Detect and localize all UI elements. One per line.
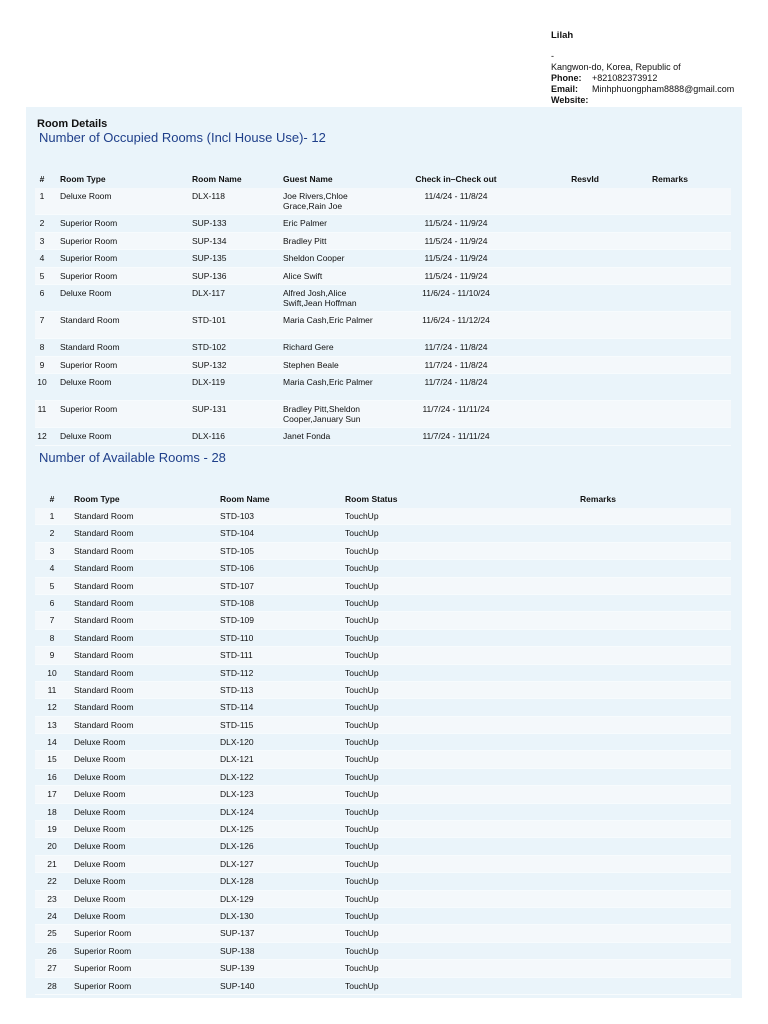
table-row [35,268,731,286]
table-row [35,786,731,803]
cell-room-name: DLX-122 [220,771,254,782]
cell-room-name: DLX-130 [220,910,254,921]
column-header-number: # [49,494,55,504]
occupied-rooms-table [35,174,731,446]
cell-room-status: TouchUp [345,789,379,800]
cell-number: 17 [47,789,57,800]
cell-room-name: STD-114 [220,702,254,713]
cell-number: 7 [49,615,55,626]
cell-room-type: Deluxe Room [74,789,126,800]
cell-room-type: Standard Room [74,650,134,661]
cell-number: 12 [47,702,57,713]
cell-room-name: STD-112 [220,667,254,678]
cell-room-name: DLX-128 [220,876,254,887]
cell-room-status: TouchUp [345,632,379,643]
cell-room-status: TouchUp [345,684,379,695]
table-row [35,891,731,908]
cell-room-status: TouchUp [345,876,379,887]
cell-room-type: Standard Room [74,597,134,608]
cell-room-name: STD-111 [220,650,253,661]
cell-room-type: Standard Room [60,315,120,325]
cell-room-status: TouchUp [345,545,379,556]
cell-room-type: Deluxe Room [74,893,126,904]
cell-room-name: DLX-116 [192,431,225,441]
cell-room-type: Superior Room [60,253,118,263]
table-row [35,357,731,375]
cell-room-type: Deluxe Room [74,806,126,817]
cell-guest-name: Joe Rivers,Chloe Grace,Rain Joe [283,191,348,211]
cell-check-in-out: 11/7/24 - 11/11/24 [422,404,490,414]
cell-number: 5 [39,270,45,281]
cell-guest-name: Richard Gere [283,342,334,352]
cell-number: 18 [47,806,57,817]
room-details-panel [26,107,742,998]
cell-guest-name: Stephen Beale [283,359,339,370]
cell-room-type: Superior Room [60,359,118,370]
table-row [35,856,731,873]
cell-check-in-out: 11/6/24 - 11/12/24 [422,315,490,325]
cell-room-status: TouchUp [345,841,379,852]
cell-room-status: TouchUp [345,702,379,713]
cell-number: 13 [47,719,57,730]
cell-room-name: DLX-120 [220,737,254,748]
cell-room-name: STD-106 [220,563,255,574]
cell-room-type: Standard Room [74,719,134,730]
occupied-header [35,174,731,188]
cell-number: 16 [47,771,57,782]
cell-room-name: DLX-123 [220,789,254,800]
column-header-resv-id: ResvId [571,174,599,184]
cell-room-type: Standard Room [74,667,134,678]
cell-number: 4 [39,253,45,263]
cell-room-name: DLX-126 [220,841,254,852]
table-row [35,630,731,647]
table-row [35,543,731,560]
cell-room-status: TouchUp [345,597,379,608]
email-value: Minhphuongpham8888@gmail.com [592,84,735,94]
cell-room-type: Deluxe Room [74,876,126,887]
cell-room-status: TouchUp [345,945,379,956]
cell-room-status: TouchUp [345,806,379,817]
available-rooms-heading: Number of Available Rooms - 28 [39,450,226,465]
column-header-guest-name: Guest Name [283,174,333,184]
table-row [35,873,731,890]
cell-room-status: TouchUp [345,615,379,626]
cell-room-status: TouchUp [345,563,379,574]
cell-number: 3 [49,545,55,556]
table-row [35,769,731,786]
cell-number: 20 [47,841,57,852]
table-row [35,821,731,838]
table-row [35,401,731,428]
available-rooms-table [35,494,731,995]
table-row [35,804,731,821]
cell-room-name: STD-115 [220,719,254,730]
table-row [35,751,731,768]
table-row [35,188,731,215]
cell-number: 7 [39,315,45,325]
cell-check-in-out: 11/7/24 - 11/11/24 [422,431,490,441]
cell-check-in-out: 11/5/24 - 11/9/24 [424,235,488,246]
table-row [35,943,731,960]
cell-room-type: Deluxe Room [74,771,126,782]
column-header-room-type: Room Type [60,174,106,184]
cell-room-type: Standard Room [74,702,134,713]
hotel-email-line [551,84,761,95]
cell-room-status: TouchUp [345,963,379,974]
table-row [35,285,731,312]
cell-room-name: SUP-131 [192,404,227,414]
cell-room-status: TouchUp [345,667,379,678]
table-row [35,428,731,446]
available-header [35,494,731,508]
cell-room-type: Deluxe Room [74,754,126,765]
cell-room-type: Superior Room [74,980,132,991]
cell-room-name: SUP-135 [192,253,227,263]
cell-guest-name: Bradley Pitt,Sheldon Cooper,January Sun [283,404,361,424]
cell-number: 4 [49,563,55,574]
occupied-rooms-heading: Number of Occupied Rooms (Incl House Use)- 12 [39,130,326,145]
cell-room-name: DLX-121 [220,754,254,765]
cell-room-name: STD-103 [220,511,255,521]
cell-number: 12 [37,431,47,441]
hotel-dash: - [551,51,554,61]
cell-room-name: STD-108 [220,597,255,608]
column-header-remarks: Remarks [652,174,688,184]
cell-room-status: TouchUp [345,928,379,939]
cell-check-in-out: 11/5/24 - 11/9/24 [424,218,488,228]
cell-number: 26 [47,945,57,956]
cell-room-status: TouchUp [345,980,379,991]
column-header-room-name: Room Name [192,174,242,184]
hotel-name: Lilah [551,30,574,41]
cell-room-type: Standard Room [60,342,120,352]
cell-number: 9 [49,650,55,661]
table-row [35,908,731,925]
cell-number: 23 [47,893,57,904]
cell-number: 6 [49,597,55,608]
cell-number: 3 [39,235,45,246]
cell-guest-name: Bradley Pitt [283,235,327,246]
cell-number: 8 [39,342,45,352]
cell-room-type: Standard Room [74,511,134,521]
cell-room-status: TouchUp [345,858,379,869]
cell-room-type: Deluxe Room [60,377,112,387]
cell-number: 1 [39,191,45,201]
cell-room-type: Deluxe Room [60,191,112,201]
table-row [35,978,731,995]
cell-number: 28 [47,980,57,991]
cell-room-name: STD-104 [220,528,255,539]
hotel-address: Kangwon-do, Korea, Republic of [551,62,681,72]
cell-room-name: DLX-129 [220,893,254,904]
cell-number: 2 [49,528,55,539]
cell-room-type: Standard Room [74,632,134,643]
cell-room-status: TouchUp [345,771,379,782]
cell-room-type: Deluxe Room [74,841,126,852]
cell-room-type: Deluxe Room [74,824,126,835]
cell-number: 21 [47,858,57,869]
cell-check-in-out: 11/7/24 - 11/8/24 [424,359,488,370]
cell-room-name: SUP-136 [192,270,227,281]
cell-number: 19 [47,824,57,835]
cell-room-type: Standard Room [74,545,134,556]
cell-room-name: STD-110 [220,632,254,643]
cell-guest-name: Alice Swift [283,270,323,281]
cell-check-in-out: 11/7/24 - 11/8/24 [424,342,488,352]
cell-number: 11 [47,684,57,695]
cell-room-type: Superior Room [60,218,118,228]
cell-room-status: TouchUp [345,893,379,904]
cell-room-type: Superior Room [74,963,132,974]
cell-number: 11 [37,404,47,414]
cell-room-status: TouchUp [345,754,379,765]
table-row [35,508,731,525]
cell-number: 9 [39,359,45,370]
cell-room-status: TouchUp [345,650,379,661]
cell-room-status: TouchUp [345,511,379,521]
hotel-website-line [551,95,761,106]
hotel-phone-line [551,73,761,84]
cell-room-name: DLX-119 [192,377,225,387]
cell-room-type: Standard Room [74,580,134,591]
table-row [35,647,731,664]
cell-room-type: Standard Room [74,684,134,695]
cell-room-name: STD-107 [220,580,255,591]
cell-guest-name: Sheldon Cooper [283,253,345,263]
table-row [35,312,731,339]
cell-room-name: DLX-125 [220,824,254,835]
cell-room-name: STD-102 [192,342,227,352]
cell-room-type: Superior Room [74,928,132,939]
cell-room-name: DLX-124 [220,806,254,817]
table-row [35,339,731,357]
cell-room-type: Superior Room [60,404,118,414]
table-row [35,578,731,595]
cell-room-name: SUP-133 [192,218,227,228]
table-row [35,960,731,977]
cell-number: 1 [49,511,55,521]
cell-room-status: TouchUp [345,737,379,748]
phone-label: Phone: [551,73,582,83]
cell-guest-name: Maria Cash,Eric Palmer [283,377,373,387]
column-header-check-in-out: Check in–Check out [415,174,497,184]
table-row [35,233,731,251]
column-header-number: # [39,174,45,184]
cell-room-name: STD-113 [220,684,254,695]
cell-room-type: Superior Room [74,945,132,956]
cell-room-type: Superior Room [60,235,118,246]
cell-guest-name: Maria Cash,Eric Palmer [283,315,373,325]
cell-room-name: SUP-140 [220,980,255,991]
cell-room-type: Deluxe Room [60,288,112,298]
table-row [35,215,731,233]
table-row [35,734,731,751]
cell-room-type: Deluxe Room [60,431,112,441]
cell-room-type: Deluxe Room [74,910,126,921]
cell-number: 24 [47,910,57,921]
cell-room-type: Deluxe Room [74,858,126,869]
cell-number: 5 [49,580,55,591]
cell-room-status: TouchUp [345,528,379,539]
table-row [35,925,731,942]
cell-room-status: TouchUp [345,824,379,835]
cell-room-name: SUP-139 [220,963,255,974]
cell-room-type: Deluxe Room [74,737,126,748]
cell-number: 27 [47,963,57,974]
cell-room-status: TouchUp [345,580,379,591]
cell-number: 8 [49,632,55,643]
cell-room-name: SUP-137 [220,928,255,939]
cell-check-in-out: 11/5/24 - 11/9/24 [424,253,488,263]
cell-number: 6 [39,288,45,298]
cell-guest-name: Janet Fonda [283,431,331,441]
cell-guest-name: Eric Palmer [283,218,327,228]
column-header-room-name: Room Name [220,494,270,504]
cell-room-name: DLX-118 [192,191,225,201]
table-row [35,699,731,716]
column-header-room-type: Room Type [74,494,120,504]
cell-number: 2 [39,218,45,228]
cell-room-name: SUP-132 [192,359,227,370]
cell-room-name: SUP-134 [192,235,227,246]
table-row [35,250,731,268]
cell-room-name: STD-105 [220,545,255,556]
room-details-label: Room Details [37,118,108,130]
cell-room-type: Standard Room [74,563,134,574]
cell-room-type: Superior Room [60,270,118,281]
cell-check-in-out: 11/5/24 - 11/9/24 [424,270,488,281]
cell-number: 25 [47,928,57,939]
table-row [35,665,731,682]
cell-number: 10 [37,377,47,387]
column-header-room-status: Room Status [345,494,398,504]
cell-room-name: DLX-117 [192,288,225,298]
cell-room-name: STD-101 [192,315,227,325]
table-row [35,525,731,542]
cell-room-type: Standard Room [74,615,134,626]
cell-number: 10 [47,667,57,678]
cell-number: 22 [47,876,57,887]
cell-room-status: TouchUp [345,910,379,921]
table-row [35,612,731,629]
cell-room-type: Standard Room [74,528,134,539]
hotel-contact-block [551,30,761,106]
cell-room-status: TouchUp [345,719,379,730]
cell-number: 14 [47,737,57,748]
cell-number: 15 [47,754,57,765]
cell-room-name: SUP-138 [220,945,255,956]
table-row [35,838,731,855]
table-row [35,560,731,577]
cell-check-in-out: 11/4/24 - 11/8/24 [424,191,488,201]
table-row [35,682,731,699]
cell-check-in-out: 11/6/24 - 11/10/24 [422,288,490,298]
cell-guest-name: Alfred Josh,Alice Swift,Jean Hoffman [283,288,357,308]
email-label: Email: [551,84,579,94]
table-row [35,595,731,612]
table-row [35,374,731,401]
column-header-remarks: Remarks [580,494,616,504]
table-row [35,717,731,734]
cell-room-name: DLX-127 [220,858,254,869]
phone-value: +821082373912 [592,73,658,83]
cell-check-in-out: 11/7/24 - 11/8/24 [424,377,488,387]
website-label: Website: [551,95,589,105]
cell-room-name: STD-109 [220,615,255,626]
